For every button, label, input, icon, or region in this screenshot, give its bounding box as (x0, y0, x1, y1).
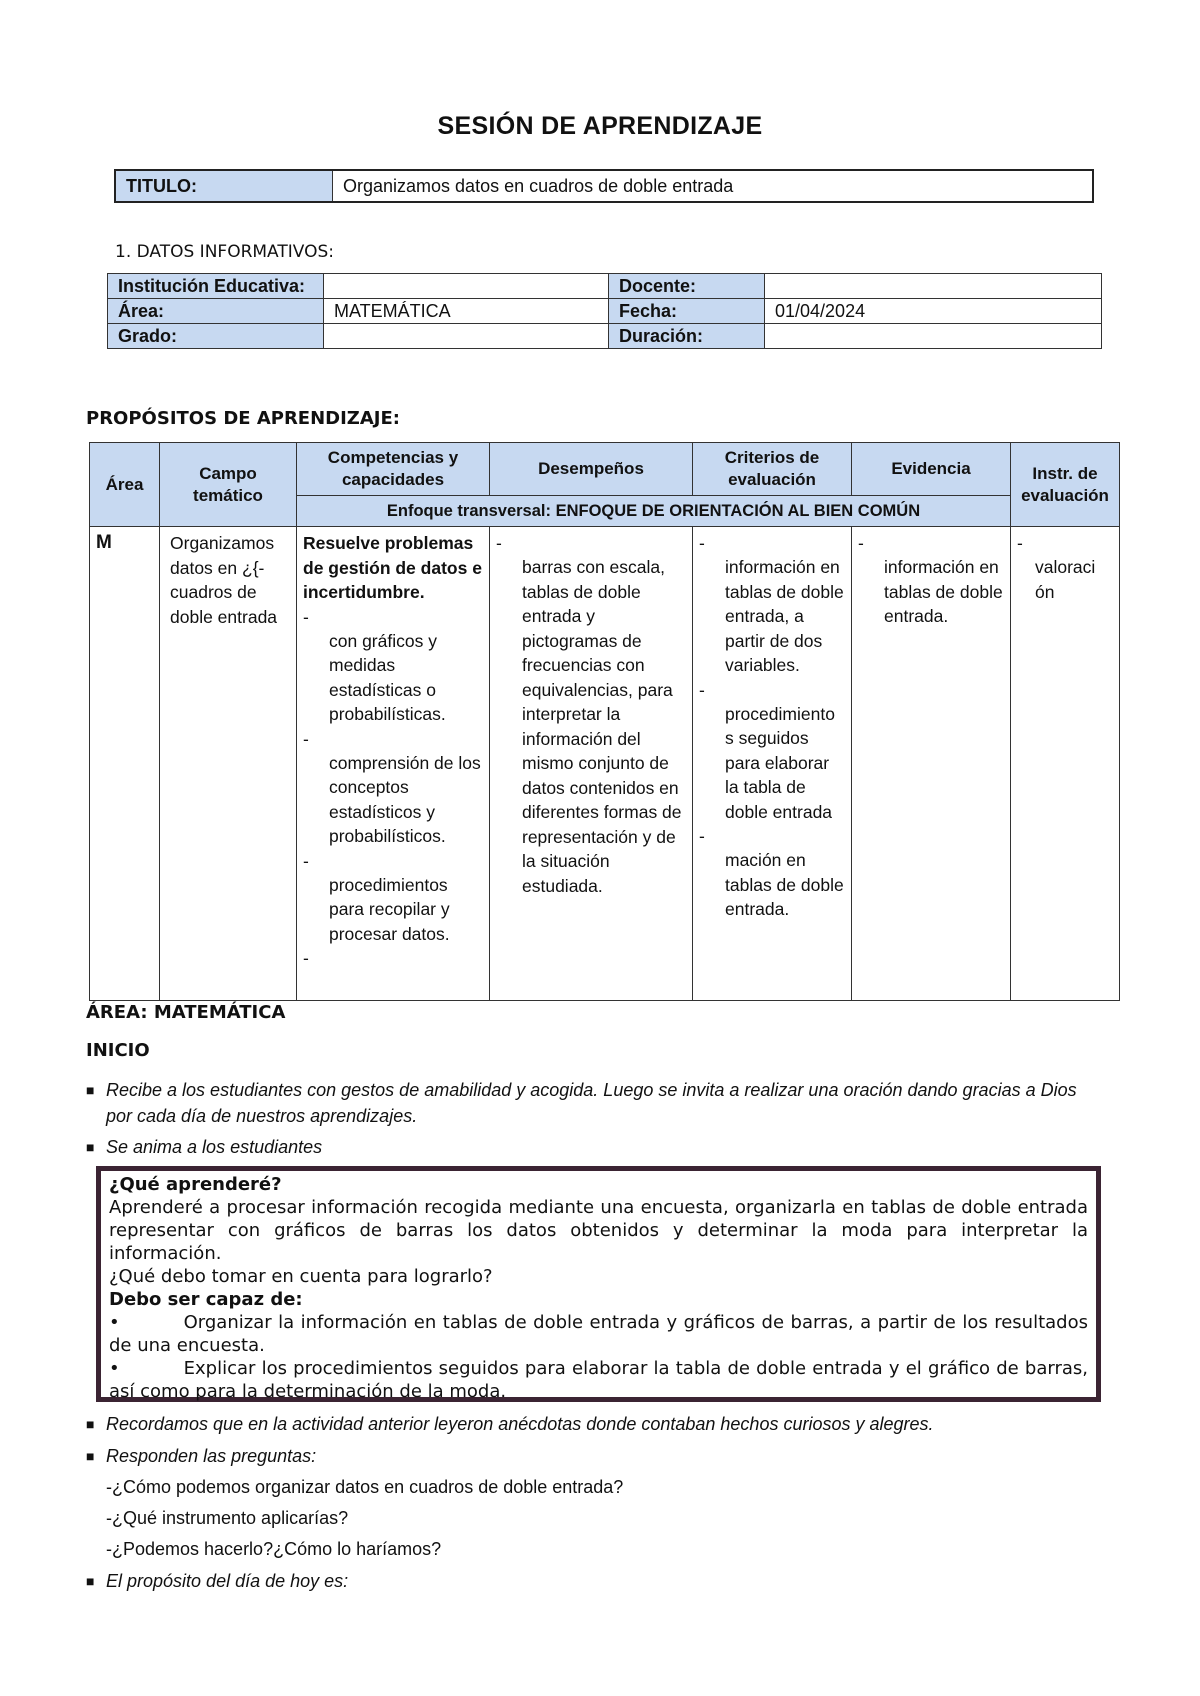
bullet-2-text: Se anima a los estudiantes (106, 1137, 323, 1157)
grado-label: Grado: (108, 324, 324, 349)
header-campo: Campo temático (160, 443, 297, 527)
dash-crit-3: - (699, 826, 705, 846)
area-label: Área: (108, 299, 324, 324)
box-capaz: Debo ser capaz de: (109, 1289, 303, 1310)
area-heading: ÁREA: MATEMÁTICA (86, 1002, 286, 1023)
bullet-2 (86, 1134, 1106, 1160)
docente-label: Docente: (609, 274, 765, 299)
dash-2: - (303, 728, 309, 749)
header-evidencia: Evidencia (852, 443, 1011, 496)
docente-value (765, 274, 1102, 299)
bullet-5 (86, 1568, 1106, 1594)
header-instr: Instr. de evaluación (1011, 443, 1120, 527)
duracion-label: Duración: (609, 324, 765, 349)
propositos-heading: PROPÓSITOS DE APRENDIZAJE: (86, 408, 400, 429)
box-text: Aprenderé a procesar información recogida mediante una encuesta, organizarla en tablas de doble entrada representar con gráficos de barras los datos obtenidos y determinar la moda para interpretar la información. (109, 1197, 1088, 1264)
bullet-3-text: Recordamos que en la actividad anterior leyeron anécdotas donde contaban hechos curiosos y alegres. (106, 1414, 934, 1434)
bullet-icon: ■ (86, 1416, 95, 1432)
bullet-1-text: Recibe a los estudiantes con gestos de amabilidad y acogida. Luego se invita a realizar una oración dando gracias a Dios por cada día de nuestros aprendizajes. (106, 1080, 1077, 1126)
header-criterios: Criterios de evaluación (693, 443, 852, 496)
desempeno-text: barras con escala, tablas de doble entrada y pictogramas de frecuencias con equivalencias, para interpretar la información del mismo conjunto de datos contenidos en diferentes formas de representación y de la situación estudiada. (522, 557, 682, 896)
dash-crit-2: - (699, 679, 705, 700)
area-value: MATEMÁTICA (324, 299, 609, 324)
bullet-3 (86, 1411, 1106, 1437)
bullet-icon: ■ (86, 1448, 95, 1464)
capacidad-3: procedimientos para recopilar y procesar datos. (329, 874, 450, 944)
question-2: -¿Qué instrumento aplicarías? (106, 1508, 349, 1528)
dash-1: - (303, 606, 309, 627)
box-heading: ¿Qué aprenderé? (109, 1174, 282, 1195)
criterio-2: procedimiento s seguidos para elaborar la tabla de doble entrada (725, 703, 835, 822)
bullet-icon: ■ (86, 1573, 95, 1589)
fecha-label: Fecha: (609, 299, 765, 324)
cell-instr (1011, 527, 1120, 1001)
duracion-value (765, 324, 1102, 349)
institucion-label: Institución Educativa: (108, 274, 324, 299)
cell-criterios (693, 527, 852, 1001)
que-aprendere-box (96, 1166, 1101, 1402)
dash-instr: - (1017, 533, 1023, 553)
datos-table (107, 273, 1102, 349)
grado-value (324, 324, 609, 349)
dash-3: - (303, 850, 309, 871)
titulo-value: Organizamos datos en cuadros de doble entrada (333, 170, 1094, 202)
criterio-1: información en tablas de doble entrada, a partir de dos variables. (725, 557, 844, 675)
institucion-value (324, 274, 609, 299)
question-1: -¿Cómo podemos organizar datos en cuadros de doble entrada? (106, 1477, 624, 1497)
bullet-5-text: El propósito del día de hoy es: (106, 1571, 349, 1591)
document-title: SESIÓN DE APRENDIZAJE (437, 112, 763, 140)
box-item-2-text: Explicar los procedimientos seguidos para elaborar la tabla de doble entrada y el gráfico de barras, así como para la determinación de la moda. (109, 1358, 1088, 1402)
box-item-2 (109, 1357, 1088, 1403)
dash-evidencia: - (858, 533, 864, 553)
datos-heading: 1. DATOS INFORMATIVOS: (115, 242, 334, 262)
question-3: -¿Podemos hacerlo?¿Cómo lo haríamos? (106, 1539, 442, 1559)
bullet-4-text: Responden las preguntas: (106, 1446, 317, 1466)
header-competencias: Competencias y capacidades (297, 443, 490, 496)
enfoque-transversal: Enfoque transversal: ENFOQUE DE ORIENTACIÓN AL BIEN COMÚN (297, 496, 1011, 527)
competencia-title: Resuelve problemas de gestión de datos e incertidumbre. (303, 533, 482, 602)
inicio-heading: INICIO (86, 1040, 150, 1061)
box-item-1 (109, 1311, 1088, 1357)
titulo-label: TITULO: (115, 170, 333, 202)
bullet-4 (86, 1443, 1106, 1469)
cell-evidencia (852, 527, 1011, 1001)
cell-competencias (297, 527, 490, 1001)
capacidad-1: con gráficos y medidas estadísticas o probabilísticas. (329, 630, 446, 724)
bullet-1 (86, 1077, 1106, 1129)
criterio-3: mación en tablas de doble entrada. (725, 850, 844, 919)
evidencia-text: información en tablas de doble entrada. (884, 557, 1003, 626)
capacidad-2: comprensión de los conceptos estadísticos y probabilísticos. (329, 752, 481, 846)
cell-campo: Organizamos datos en ¿{- cuadros de doble entrada (160, 527, 297, 1001)
propositos-table (89, 442, 1120, 1001)
box-item-1-text: Organizar la información en tablas de doble entrada y gráficos de barras, a partir de los resultados de una encuesta. (109, 1312, 1088, 1356)
header-desempenos: Desempeños (490, 443, 693, 496)
bullet-icon: ■ (86, 1082, 95, 1098)
dash-4: - (303, 948, 309, 968)
instr-text: valoraci ón (1035, 557, 1096, 602)
bullet-icon: ■ (86, 1139, 95, 1155)
box-bullet-icon: • (109, 1358, 120, 1379)
cell-area: M (90, 527, 160, 1001)
titulo-table (114, 169, 1094, 203)
box-question: ¿Qué debo tomar en cuenta para lograrlo? (109, 1266, 493, 1287)
fecha-value: 01/04/2024 (765, 299, 1102, 324)
cell-desempenos (490, 527, 693, 1001)
header-area: Área (90, 443, 160, 527)
box-bullet-icon: • (109, 1312, 120, 1333)
dash-desempeno: - (496, 533, 502, 553)
dash-crit-1: - (699, 533, 705, 553)
